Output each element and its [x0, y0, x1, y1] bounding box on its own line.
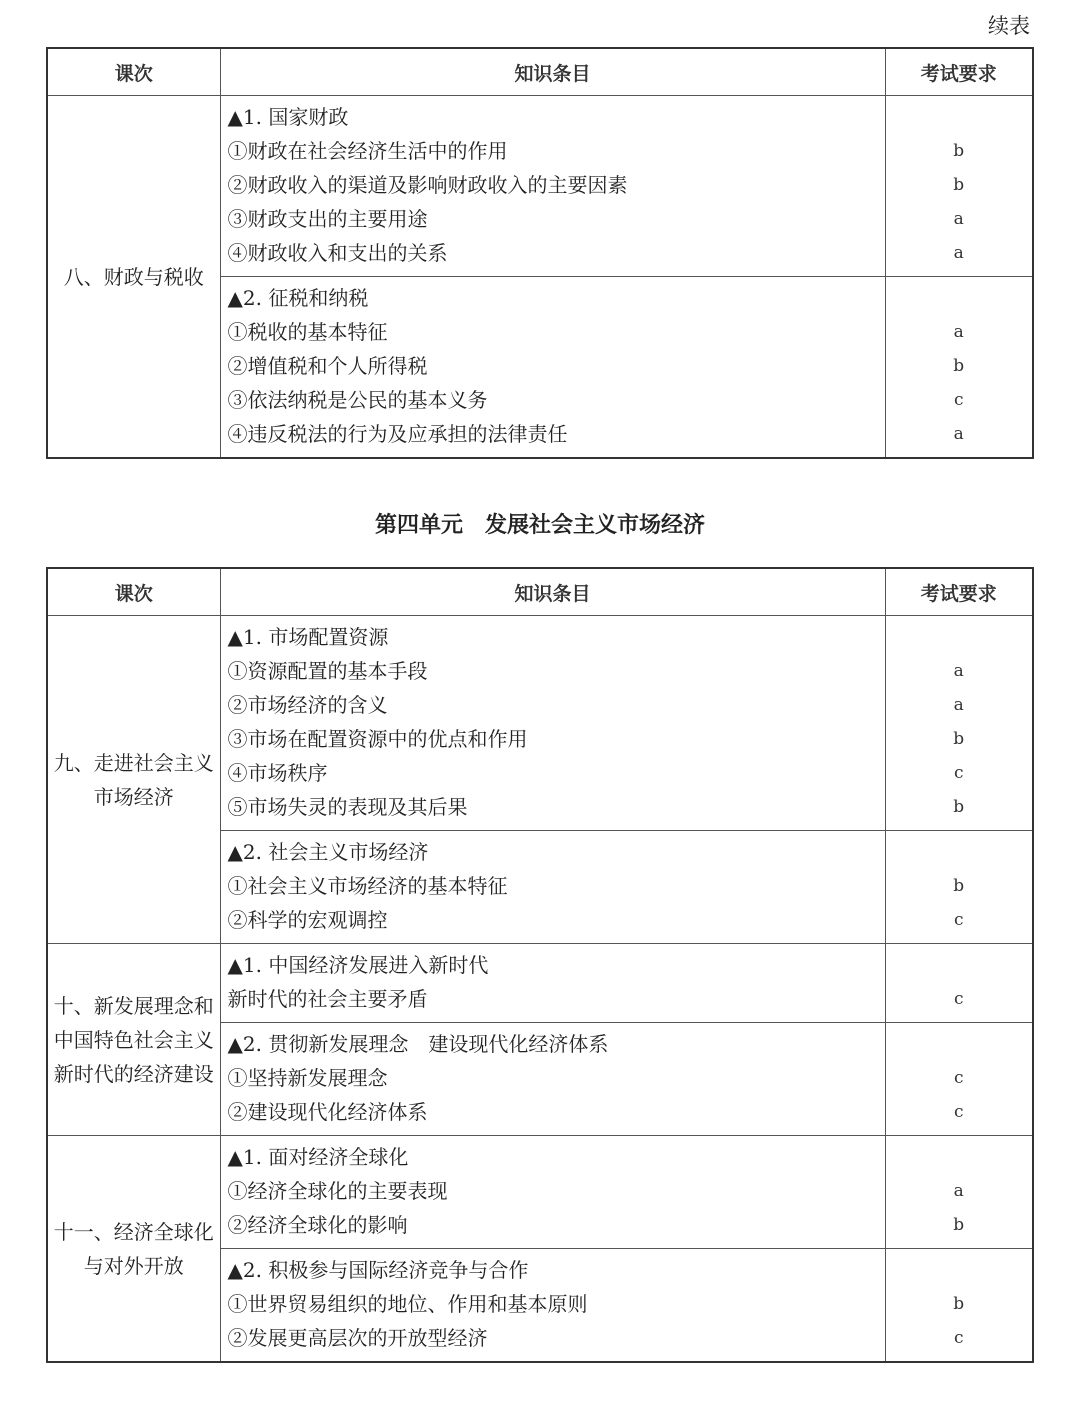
syllabus-table-continued	[46, 47, 1034, 459]
header-requirement: 考试要求	[885, 568, 1033, 616]
requirement-level: b	[953, 1215, 965, 1235]
header-requirement: 考试要求	[885, 48, 1033, 96]
header-lesson: 课次	[47, 48, 220, 96]
lesson-line: 市场经济	[93, 784, 174, 809]
knowledge-item: ②财政收入的渠道及影响财政收入的主要因素	[227, 173, 628, 197]
requirement-cell	[885, 944, 1033, 1023]
requirement-level: b	[953, 729, 965, 749]
lesson-name: 八、财政与税收	[63, 264, 204, 289]
requirement-level: b	[953, 356, 965, 376]
lesson-line: 中国特色社会主义	[53, 1027, 214, 1052]
requirement-level: b	[953, 175, 965, 195]
header-items: 知识条目	[220, 568, 885, 616]
table-header-row	[47, 48, 1033, 96]
group-title: ▲1. 国家财政	[227, 105, 349, 129]
knowledge-item: ②科学的宏观调控	[227, 908, 388, 932]
group-title: ▲1. 面对经济全球化	[227, 1145, 409, 1169]
table-row	[47, 1136, 1033, 1249]
knowledge-item: ②增值税和个人所得税	[227, 354, 428, 378]
requirement-cell	[885, 1136, 1033, 1249]
lesson-line: 十一、经济全球化	[53, 1219, 214, 1244]
syllabus-table-unit-four	[46, 567, 1034, 1363]
knowledge-items-cell	[220, 831, 885, 944]
requirement-cell	[885, 277, 1033, 459]
knowledge-item: ①资源配置的基本手段	[227, 659, 428, 683]
lesson-line: 与对外开放	[83, 1253, 184, 1278]
knowledge-item: ①社会主义市场经济的基本特征	[227, 874, 508, 898]
knowledge-item: ④财政收入和支出的关系	[227, 241, 448, 265]
knowledge-item: ①财政在社会经济生活中的作用	[227, 139, 508, 163]
requirement-cell	[885, 1249, 1033, 1363]
knowledge-items-cell	[220, 277, 885, 459]
knowledge-item: ④违反税法的行为及应承担的法律责任	[227, 422, 568, 446]
lesson-cell	[47, 616, 220, 944]
requirement-level: b	[953, 876, 965, 896]
requirement-cell	[885, 616, 1033, 831]
requirement-level: c	[953, 1068, 964, 1088]
knowledge-item: ③依法纳税是公民的基本义务	[227, 388, 488, 412]
lesson-line: 新时代的经济建设	[53, 1061, 214, 1086]
group-title: ▲1. 市场配置资源	[227, 625, 389, 649]
lesson-cell	[47, 96, 220, 459]
knowledge-item: ②发展更高层次的开放型经济	[227, 1326, 488, 1350]
requirement-level: c	[953, 1328, 964, 1348]
group-title: ▲2. 积极参与国际经济竞争与合作	[227, 1258, 529, 1282]
requirement-cell	[885, 1023, 1033, 1136]
lesson-line: 九、走进社会主义	[53, 750, 214, 775]
knowledge-item: ②建设现代化经济体系	[227, 1100, 428, 1124]
requirement-blank	[886, 281, 1033, 315]
table-row	[47, 616, 1033, 831]
continued-label: 续表	[988, 14, 1030, 38]
requirement-level: a	[953, 1181, 964, 1201]
table-header-row	[47, 568, 1033, 616]
table-row	[47, 944, 1033, 1023]
knowledge-items-cell	[220, 96, 885, 277]
group-title: ▲2. 贯彻新发展理念 建设现代化经济体系	[227, 1032, 609, 1056]
requirement-level: c	[953, 989, 964, 1009]
requirement-blank	[886, 835, 1033, 869]
group-title: ▲2. 社会主义市场经济	[227, 840, 429, 864]
requirement-level: a	[953, 209, 964, 229]
requirement-level: c	[953, 390, 964, 410]
lesson-cell	[47, 1136, 220, 1363]
knowledge-items-cell	[220, 1249, 885, 1363]
unit-title: 第四单元 发展社会主义市场经济	[374, 513, 705, 538]
requirement-level: b	[953, 1294, 965, 1314]
knowledge-item: ①坚持新发展理念	[227, 1066, 388, 1090]
lesson-cell	[47, 944, 220, 1136]
requirement-blank	[886, 100, 1033, 134]
requirement-level: b	[953, 797, 965, 817]
requirement-blank	[886, 620, 1033, 654]
requirement-level: a	[953, 243, 964, 263]
requirement-cell	[885, 96, 1033, 277]
knowledge-item: ③市场在配置资源中的优点和作用	[227, 727, 528, 751]
knowledge-item: ⑤市场失灵的表现及其后果	[227, 795, 468, 819]
knowledge-items-cell	[220, 616, 885, 831]
header-lesson: 课次	[47, 568, 220, 616]
knowledge-items-cell	[220, 1023, 885, 1136]
knowledge-item: ②经济全球化的影响	[227, 1213, 408, 1237]
knowledge-item: ④市场秩序	[227, 761, 328, 785]
requirement-cell	[885, 831, 1033, 944]
group-title: ▲2. 征税和纳税	[227, 286, 369, 310]
header-items: 知识条目	[220, 48, 885, 96]
table-row	[47, 96, 1033, 277]
group-title: ▲1. 中国经济发展进入新时代	[227, 953, 489, 977]
knowledge-item: ①税收的基本特征	[227, 320, 388, 344]
knowledge-item: ①经济全球化的主要表现	[227, 1179, 448, 1203]
requirement-blank	[886, 1253, 1033, 1287]
requirement-level: c	[953, 763, 964, 783]
requirement-blank	[886, 1140, 1033, 1174]
lesson-line: 十、新发展理念和	[53, 993, 214, 1018]
requirement-level: a	[953, 695, 964, 715]
requirement-level: c	[953, 1102, 964, 1122]
knowledge-item: 新时代的社会主要矛盾	[227, 987, 428, 1011]
knowledge-item: ③财政支出的主要用途	[227, 207, 428, 231]
requirement-blank	[886, 1027, 1033, 1061]
knowledge-item: ①世界贸易组织的地位、作用和基本原则	[227, 1292, 588, 1316]
requirement-level: a	[953, 322, 964, 342]
knowledge-items-cell	[220, 1136, 885, 1249]
knowledge-items-cell	[220, 944, 885, 1023]
requirement-blank	[886, 948, 1033, 982]
requirement-level: b	[953, 141, 965, 161]
requirement-level: a	[953, 424, 964, 444]
requirement-level: a	[953, 661, 964, 681]
knowledge-item: ②市场经济的含义	[227, 693, 388, 717]
requirement-level: c	[953, 910, 964, 930]
